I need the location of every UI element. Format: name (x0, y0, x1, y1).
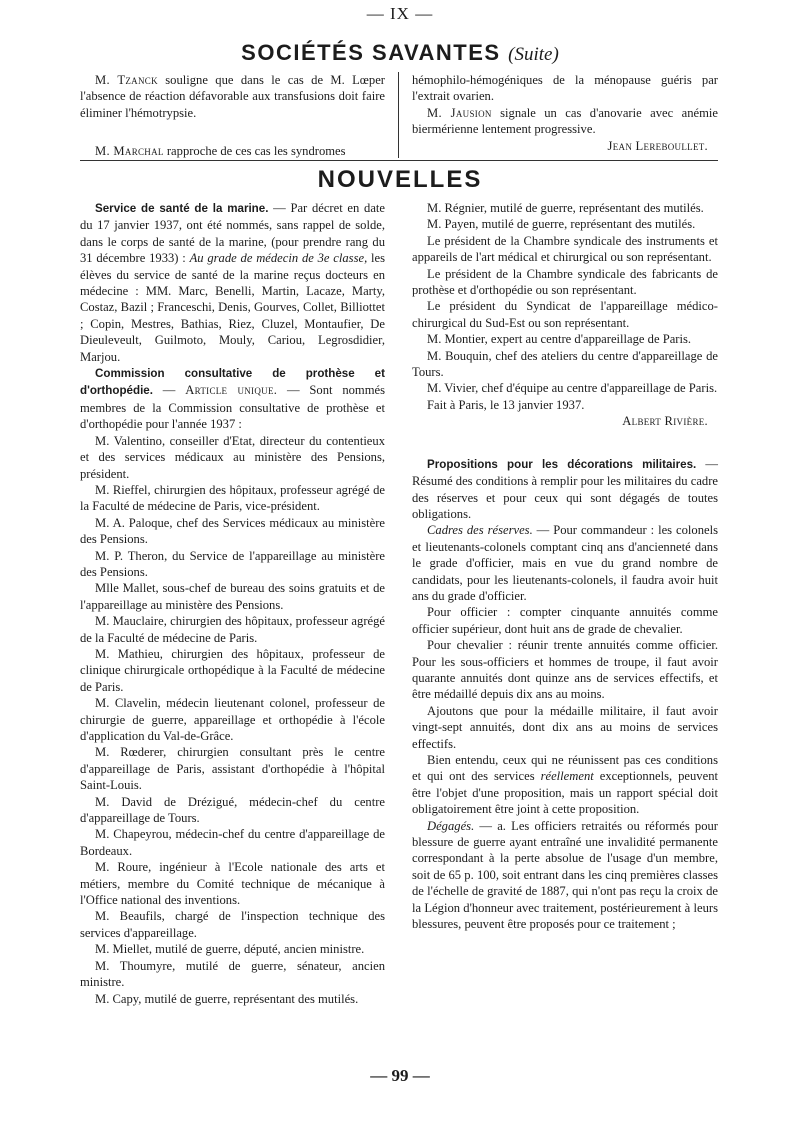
paragraph-chevalier: Pour chevalier : réunir trente annuités comme officier. Pour les sous-officiers et hommes de troupe, il faut avoir quarante annuités dont quinze ans de services effectifs, et être médaillé depuis dix ans au moins. (412, 638, 718, 702)
paragraph-text: Bien entendu, ceux qui ne réunissent pas ces conditions et qui ont des services (412, 753, 718, 784)
member-entry: Mlle Mallet, sous-chef de bureau des soins gratuits et de l'appareillage au ministère des Pensions. (80, 581, 385, 612)
member-entry: M. Mathieu, chirurgien des hôpitaux, professeur de clinique chirurgicale orthopédique à la Faculté de médecine de Paris. (80, 646, 385, 694)
paragraph-cadres (412, 522, 718, 604)
heading-marine: Service de santé de la marine. (95, 202, 269, 215)
paragraph-entendu (412, 752, 718, 818)
heading-decorations: Propositions pour les décorations militaires. (427, 457, 697, 471)
member-entry: Le président du Syndicat de l'appareillage médico-chirurgical du Sud-Est ou son représentant. (412, 299, 718, 330)
paragraph-text: souligne que dans le cas de M. Lœper l'absence de réaction défavorable aux transfusions doit faire éliminer l'hémotrypsie. (80, 73, 385, 120)
paragraph-decorations (412, 456, 718, 523)
heading-commission: Commission consultative de prothèse et d'orthopédie. (80, 367, 385, 398)
paragraph-italic: Cadres des réserves. (427, 523, 533, 538)
article-label: Article unique. (185, 383, 278, 398)
paragraph-marchal (80, 143, 385, 159)
nouvelles-left-column (80, 200, 385, 1007)
member-entry: M. Clavelin, médecin lieutenant colonel, professeur de chirurgie de guerre, appareillage et orthopédie à l'école d'application du Val-de-Grâce. (80, 696, 385, 743)
member-entry: M. Montier, expert au centre d'appareillage de Paris. (427, 332, 692, 347)
paragraph-officier: Pour officier : compter cinquante annuités comme officier supérieur, dont huit ans de grade de chevalier. (412, 605, 718, 636)
member-entry: M. Bouquin, chef des ateliers du centre d'appareillage de Tours. (412, 348, 718, 380)
member-entry: M. Valentino, conseiller d'Etat, directeur du contentieux et des services médicaux au ministère des Pensions, président. (80, 433, 385, 481)
paragraph-text: — Résumé des conditions à remplir pour les militaires du cadre des réserves et pour ceux qui sont dégagés de toutes obligations. (412, 456, 718, 521)
member-entry: M. David de Drézigué, médecin-chef du centre d'appareillage de Tours. (80, 794, 385, 826)
paragraph-text: — Par décret en date du 17 janvier 1937, ont été nommés, sans rappel de solde, dans le corps de santé de la marine, (pour prendre rang du 31 décembre 1933) : (80, 201, 385, 266)
paragraph-text: signale un cas d'anovarie avec anémie biermérienne lentement progressive. (412, 105, 718, 137)
member-entry: M. P. Theron, du Service de l'appareillage au ministère des Pensions. (80, 548, 385, 579)
paragraph-commission: Commission consultative de prothèse et d'orthopédie. — Article unique. — Sont nommés membres de la Commission consultative de prothèse et d'orthopédie pour l'année 1937 : (80, 367, 386, 432)
member-entry: M. Chapeyrou, médecin-chef du centre d'appareillage de Bordeaux. (80, 827, 385, 858)
page-number-roman: — IX — (366, 4, 434, 23)
nouvelles-title: NOUVELLES (317, 166, 483, 193)
member-entry: M. Mauclaire, chirurgien des hôpitaux, professeur agrégé de la Faculté de médecine de Paris. (80, 614, 385, 645)
paragraph-medaille: Ajoutons que pour la médaille militaire, il faut avoir vingt-sept annuités, dont dix ans au moins de services effectifs. (412, 703, 718, 751)
paragraph-text: les élèves du service de santé de la marine reçus docteurs en médecine : MM. Marc, Benelli, Martin, Lacaze, Marty, Costaz, Bazil ; Franceschi, Denis, Gourves, Collet, Billiottet ; Copin, Mestres, Bathias, Riez, Cluzel, Montaufier, De Dieuleveult, Guilmoto, Mouly, Cariou, Legrosdidier, Marjou. (80, 251, 385, 364)
paragraph-jausion (412, 105, 718, 138)
paragraph-text: rapproche de ces cas les syndromes (166, 144, 346, 159)
section-title-text: SOCIÉTÉS SAVANTES (241, 40, 501, 65)
member-entry: M. Miellet, mutilé de guerre, député, ancien ministre. (95, 942, 365, 957)
paragraph-italic: Dégagés. (427, 818, 475, 833)
paragraph-text: — Sont nommés membres de la Commission consultative de prothèse et d'orthopédie pour l'année 1937 : (80, 383, 386, 432)
member-entry: Le président de la Chambre syndicale des instruments et appareils de l'art médical et chirurgical ou son représentant. (412, 233, 718, 265)
nouvelles-right-column (412, 200, 718, 932)
page-number: — 99 — (370, 1066, 430, 1085)
column-divider-top (398, 72, 399, 158)
top-right-column (412, 72, 718, 154)
member-entry: Le président de la Chambre syndicale des fabricants de prothèse et d'orthopédie ou son représentant. (412, 266, 718, 298)
member-entry: M. Régnier, mutilé de guerre, représentant des mutilés. (427, 201, 704, 215)
author-tzanck: M. Tzanck (95, 73, 158, 87)
member-entry: M. Beaufils, chargé de l'inspection technique des services d'appareillage. (80, 909, 385, 940)
date-line: Fait à Paris, le 13 janvier 1937. (427, 397, 585, 412)
paragraph-marine (80, 200, 385, 365)
signature-riviere: Albert Rivière. (622, 414, 708, 429)
member-entry: M. Roure, ingénieur à l'Ecole nationale des arts et métiers, membre du Comité technique de mécanique à l'Office national des inventions. (80, 860, 385, 908)
member-entry: M. Rœderer, chirurgien consultant près le centre d'appareillage de Paris, assistant d'orthopédie à l'hôpital Saint-Louis. (80, 745, 385, 793)
member-entry: M. A. Paloque, chef des Services médicaux au ministère des Pensions. (80, 515, 385, 547)
paragraph-italic: Au grade de médecin de 3e classe, (189, 251, 368, 266)
section-title (0, 40, 800, 66)
paragraph-text: — a. Les officiers retraités ou réformés pour blessure de guerre ayant entraîné une invalidité permanente correspondant à la perte absolue de l'usage d'un membre, soit de 65 p. 100, soit entrant dans les cinq premières classes de l'échelle de gravité de 1887, qui n'ont pas reçu la croix de la Légion d'honneur avec traitement, postérieurement à leurs blessures, peuvent être proposés pour ce traitement ; (412, 818, 718, 932)
author-jausion: M. Jausion (427, 105, 492, 120)
top-left-column (80, 72, 385, 160)
member-entry: M. Thoumyre, mutilé de guerre, sénateur, ancien ministre. (80, 958, 385, 990)
paragraph-text: exceptionnels, peuvent être l'objet d'une proposition, mais un rapport spécial doit obligatoirement être joint à cette proposition. (412, 769, 718, 817)
paragraph-degages (412, 818, 718, 933)
member-entry: M. Capy, mutilé de guerre, représentant des mutilés. (95, 991, 359, 1006)
member-entry: M. Vivier, chef d'équipe au centre d'appareillage de Paris. (427, 381, 718, 396)
section-suite: (Suite) (508, 44, 559, 65)
author-marchal: M. Marchal (95, 144, 164, 159)
paragraph-text: — Pour commandeur : les colonels et lieutenants-colonels comptant cinq ans d'ancienneté dans le grade d'officier, mais en vue du grand nombre de candidats, pour les lieutenants-colonels, il faudra avoir huit ans du grade d'officier. (412, 523, 718, 603)
signature-lereboullet: Jean Lereboullet. (607, 138, 708, 153)
member-entry: M. Payen, mutilé de guerre, représentant des mutilés. (427, 217, 696, 232)
paragraph-continuation: hémophilo-hémogéniques de la ménopause guéris par l'extrait ovarien. (412, 73, 718, 104)
member-entry: M. Rieffel, chirurgien des hôpitaux, professeur agrégé de la Faculté de médecine de Paris, vice-président. (80, 482, 385, 514)
paragraph-italic: réellement (540, 769, 594, 784)
horizontal-rule (80, 160, 718, 161)
paragraph-tzanck (80, 72, 385, 121)
